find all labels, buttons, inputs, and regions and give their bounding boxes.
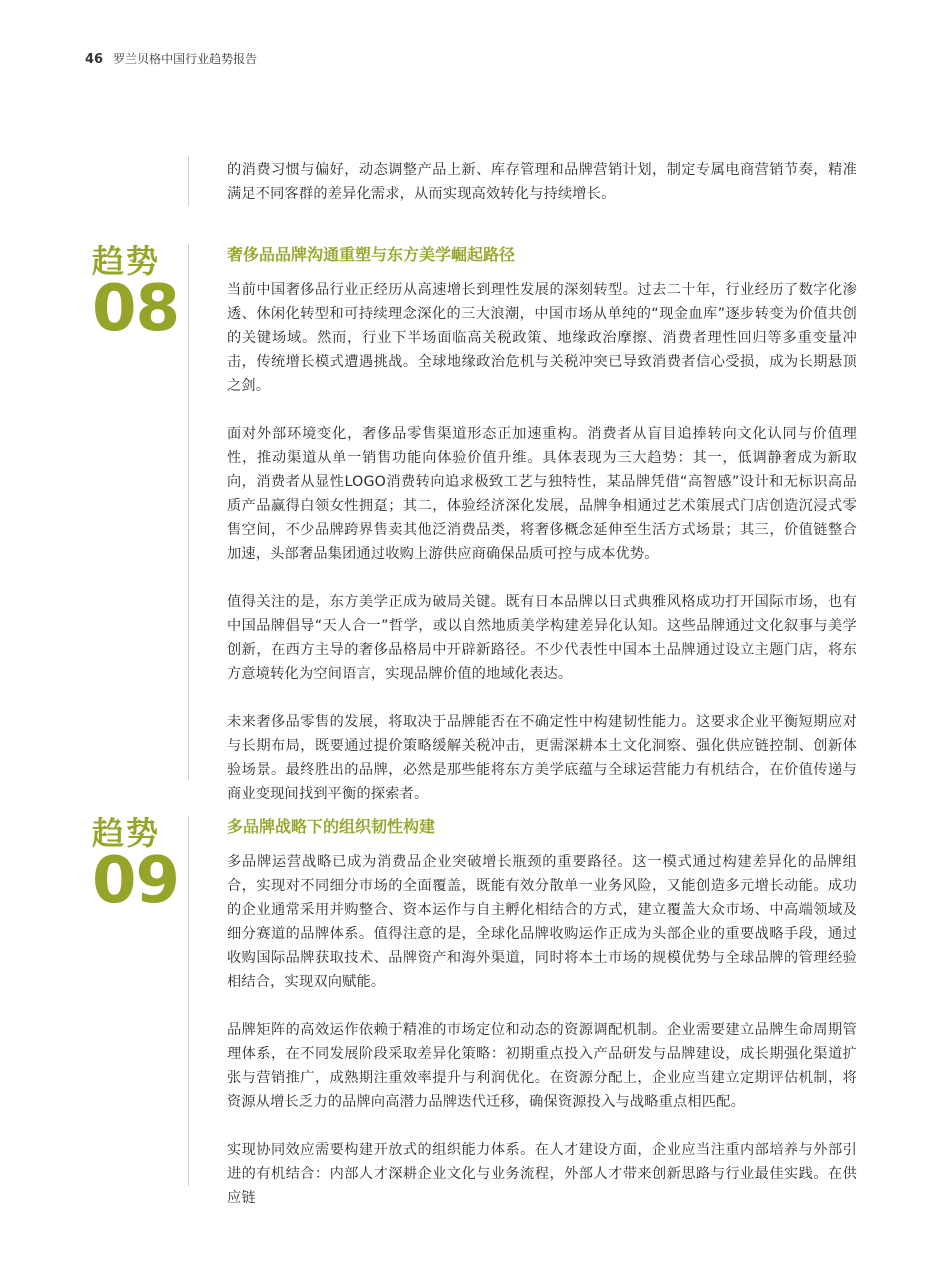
intro-paragraph: 的消费习惯与偏好，动态调整产品上新、库存管理和品牌营销计划，制定专属电商营销节奏，精准满足不同客群的差异化需求，从而实现高效转化与持续增长。 — [227, 162, 857, 202]
section-title: 奢侈品品牌沟通重塑与东方美学崛起路径 — [227, 245, 516, 264]
section-paragraph: 实现协同效应需要构建开放式的组织能力体系。在人才建设方面，企业应当注重内部培养与外部引进的有机结合：内部人才深耕企业文化与业务流程，外部人才带来创新思路与行业最佳实践。在供应链 — [227, 1142, 857, 1206]
page-number: 46 — [85, 52, 104, 67]
report-title: 罗兰贝格中国行业趋势报告 — [113, 52, 258, 66]
section-paragraph: 面对外部环境变化，奢侈品零售渠道形态正加速重构。消费者从盲目追捧转向文化认同与价值理性，推动渠道从单一销售功能向体验价值升维。具体表现为三大趋势：其一，低调静奢成为新取向，消费者从显性LOGO消费转向追求极致工艺与独特性，某品牌凭借“高智感”设计和无标识高品质产品赢得白领女性拥趸；其二，体验经济深化发展，品牌争相通过艺术策展式门店创造沉浸式零售空间，不少品牌跨界售卖其他泛消费品类，将奢侈概念延伸至生活方式场景；其三，价值链整合加速，头部奢品集团通过收购上游供应商确保品质可控与成本优势。 — [227, 426, 857, 562]
intro-rule — [188, 156, 189, 206]
page-header — [85, 50, 257, 67]
section-paragraph: 值得关注的是，东方美学正成为破局关键。既有日本品牌以日式典雅风格成功打开国际市场，也有中国品牌倡导“天人合一”哲学，或以自然地质美学构建差异化认知。这些品牌通过文化叙事与美学创新，在西方主导的奢侈品格局中开辟新路径。不少代表性中国本土品牌通过设立主题门店，将东方意境转化为空间语言，实现品牌价值的地域化表达。 — [227, 594, 857, 682]
trend-word: 趋势 — [92, 242, 161, 280]
section-paragraph: 多品牌运营战略已成为消费品企业突破增长瓶颈的重要路径。这一模式通过构建差异化的品牌组合，实现对不同细分市场的全面覆盖，既能有效分散单一业务风险，又能创造多元增长动能。成功的企业通常采用并购整合、资本运作与自主孵化相结合的方式，建立覆盖大众市场、中高端领域及细分赛道的品牌体系。值得注意的是，全球化品牌收购运作正成为头部企业的重要战略手段，通过收购国际品牌获取技术、品牌资产和海外渠道，同时将本土市场的规模优势与全球品牌的管理经验相结合，实现双向赋能。 — [227, 854, 857, 990]
trend-word: 趋势 — [92, 814, 161, 852]
section-paragraph: 品牌矩阵的高效运作依赖于精准的市场定位和动态的资源调配机制。企业需要建立品牌生命周期管理体系，在不同发展阶段采取差异化策略：初期重点投入产品研发与品牌建设，成长期强化渠道扩张与营销推广，成熟期注重效率提升与利润优化。在资源分配上，企业应当建立定期评估机制，将资源从增长乏力的品牌向高潜力品牌迭代迁移，确保资源投入与战略重点相匹配。 — [227, 1022, 857, 1110]
section-08 — [227, 244, 857, 830]
trend-09-marker — [92, 814, 180, 918]
intro-block — [227, 158, 857, 230]
trend-number: 08 — [92, 272, 180, 346]
section-08-rule — [188, 244, 189, 780]
section-paragraph: 未来奢侈品零售的发展，将取决于品牌能否在不确定性中构建韧性能力。这要求企业平衡短期应对与长期布局，既要通过提价策略缓解关税冲击，更需深耕本土文化洞察、强化供应链控制、创新体验场景。最终胜出的品牌，必然是那些能将东方美学底蕴与全球运营能力有机结合，在价值传递与商业变现间找到平衡的探索者。 — [227, 714, 857, 802]
trend-08-marker — [92, 242, 180, 346]
section-09 — [227, 816, 857, 1234]
section-title: 多品牌战略下的组织韧性构建 — [227, 817, 436, 836]
trend-number: 09 — [92, 844, 180, 918]
section-paragraph: 当前中国奢侈品行业正经历从高速增长到理性发展的深刻转型。过去二十年，行业经历了数字化渗透、休闲化转型和可持续理念深化的三大浪潮，中国市场从单纯的“现金血库”逐步转变为价值共创的关键场域。然而，行业下半场面临高关税政策、地缘政治摩擦、消费者理性回归等多重变量冲击，传统增长模式遭遇挑战。全球地缘政治危机与关税冲突已导致消费者信心受损，成为长期悬顶之剑。 — [227, 282, 857, 394]
section-09-rule — [188, 816, 189, 1186]
